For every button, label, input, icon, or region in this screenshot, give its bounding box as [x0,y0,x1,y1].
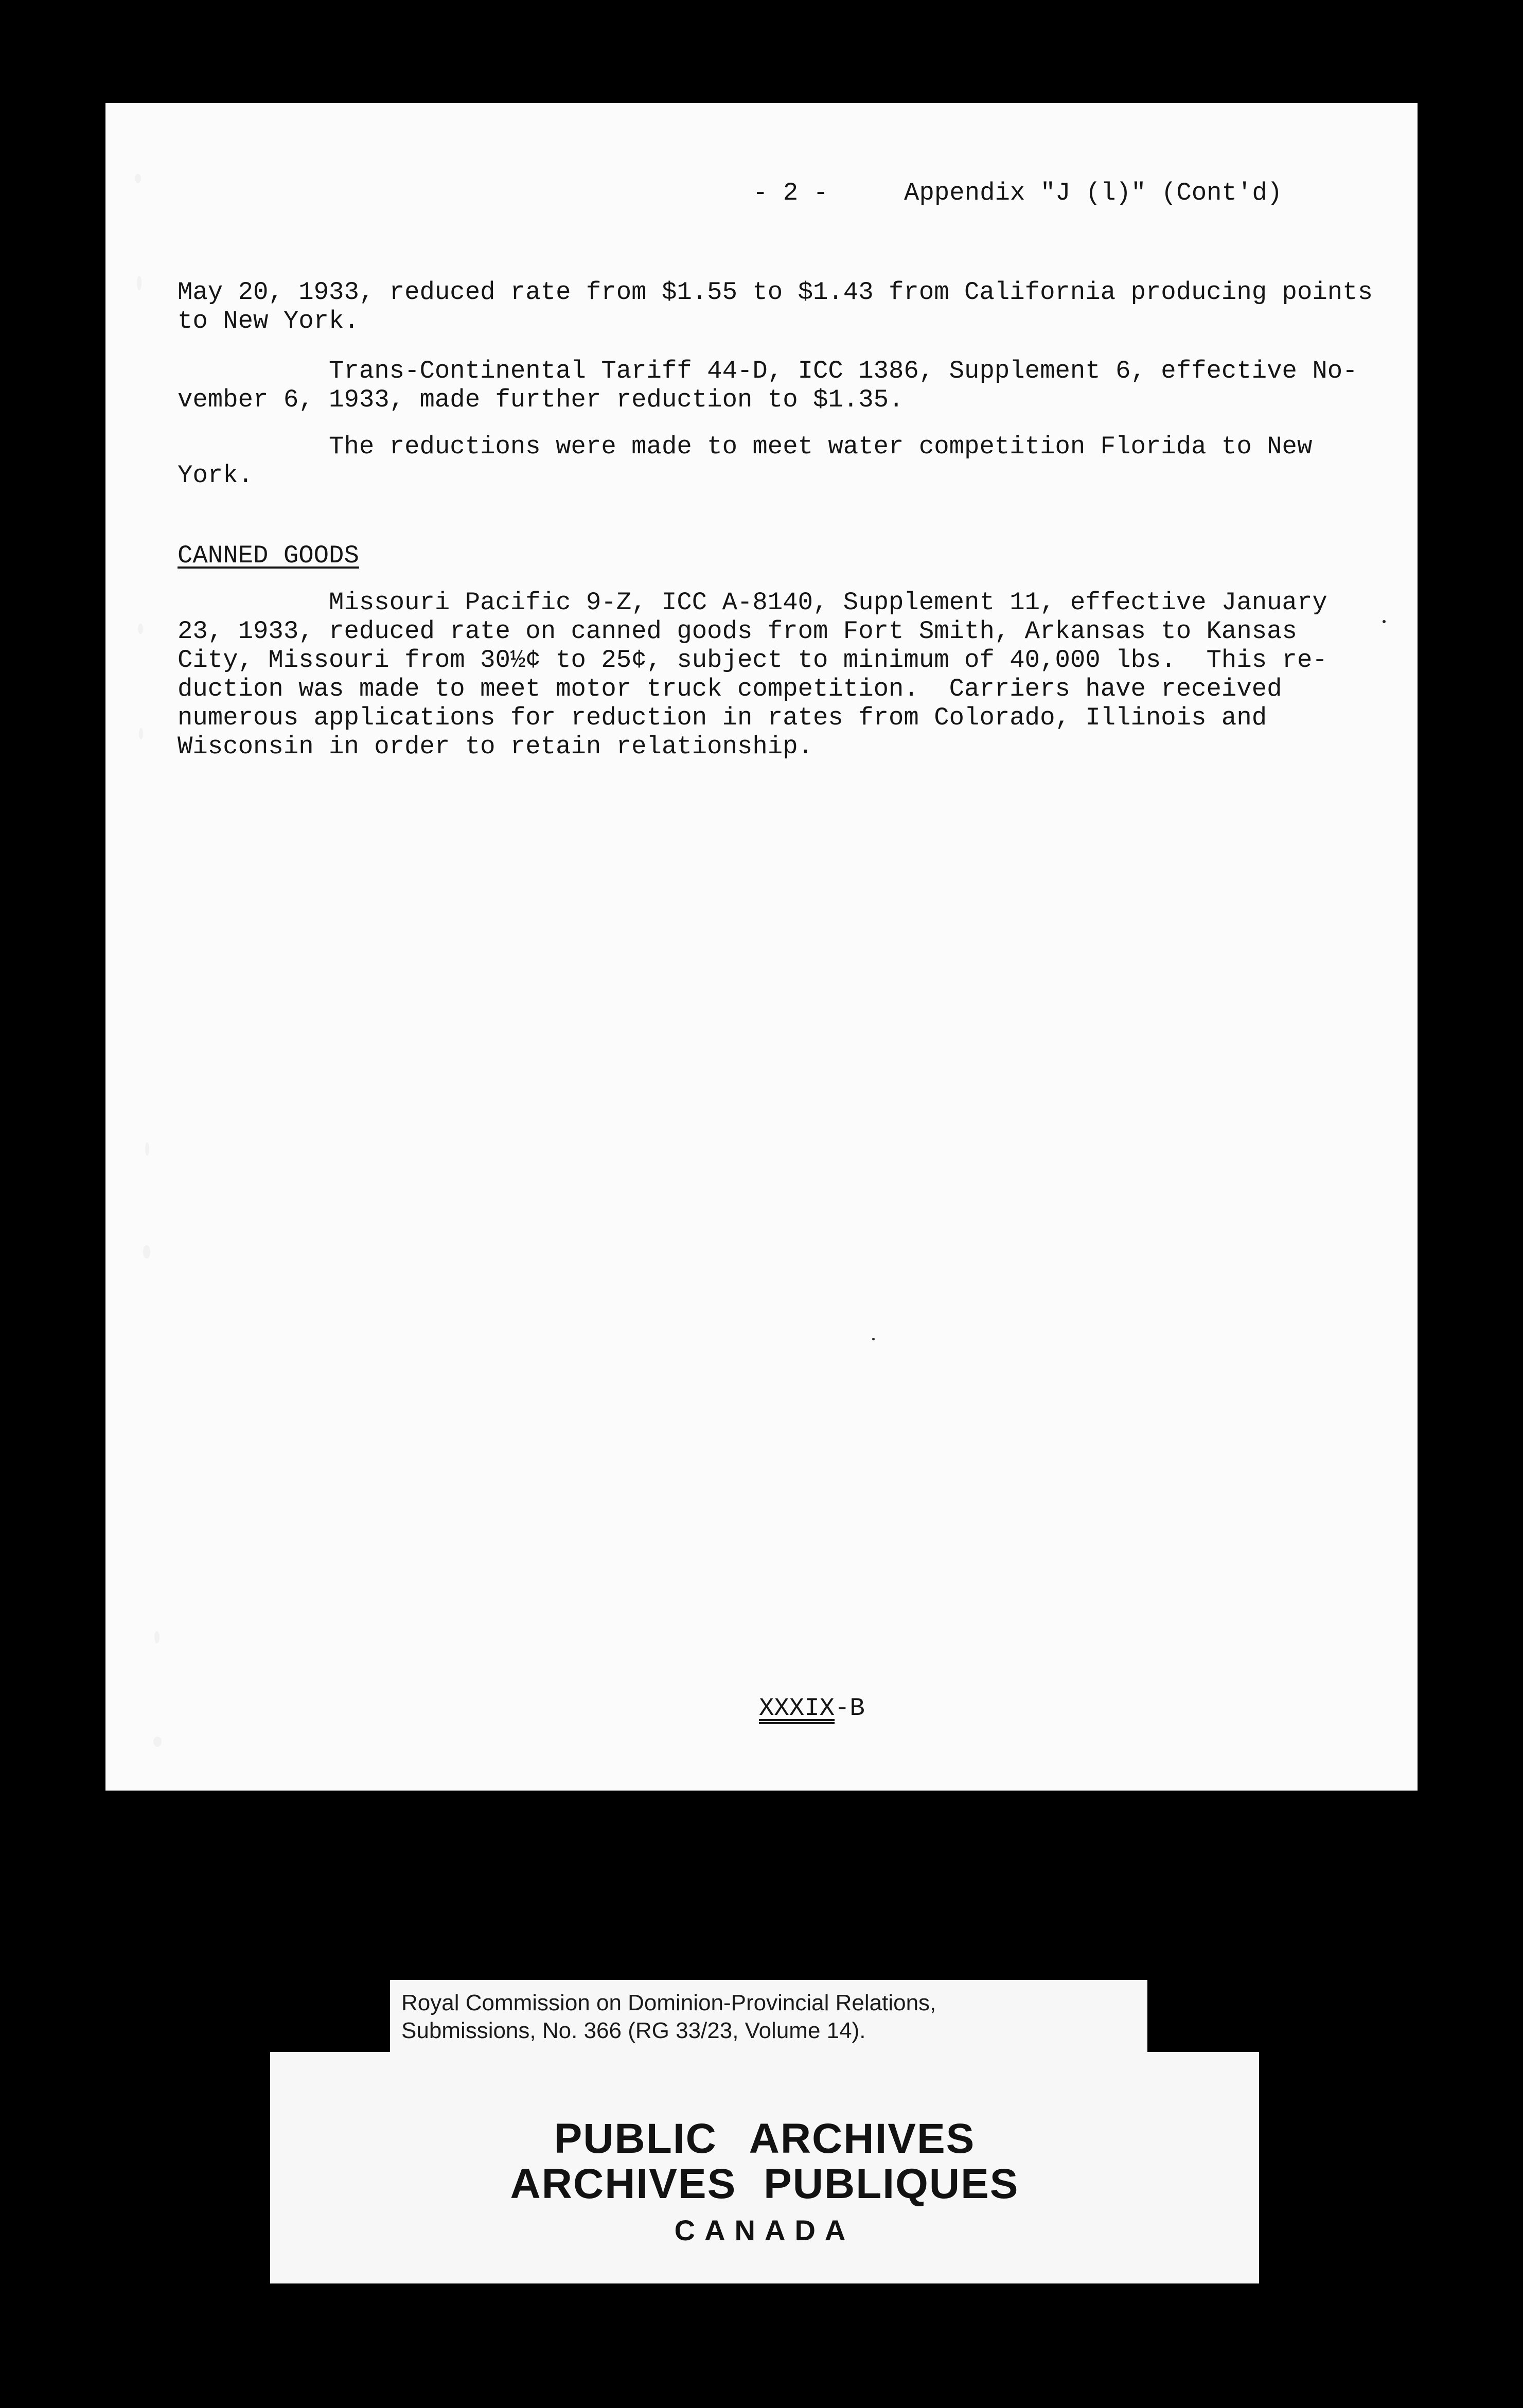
binder-hole-mark [137,276,141,290]
archive-label-line-2: Submissions, No. 366 (RG 33/23, Volume 14). [401,2018,866,2043]
binder-hole-mark [139,728,143,739]
binder-hole-mark [145,1142,149,1156]
paragraph-water-competition: The reductions were made to meet water competition Florida to New York. [178,432,1313,490]
paragraph-trans-continental-tariff: Trans-Continental Tariff 44-D, ICC 1386, Supplement 6, effective No- vember 6, 1933, made further reduction to $1.35. [178,357,1358,414]
stamp-line-public-archives: PUBLIC ARCHIVES [554,2115,976,2162]
archive-reference-label [390,1980,1147,2052]
document-page [105,103,1418,1791]
section-heading-canned-goods: CANNED GOODS [178,541,359,570]
stamp-line-archives-publiques: ARCHIVES PUBLIQUES [510,2161,1019,2207]
binder-hole-mark [154,1631,160,1643]
paper-speck [872,1338,875,1340]
paragraph-california-rate: May 20, 1933, reduced rate from $1.55 to $1.43 from California producing points to New York. [178,278,1373,335]
archive-label-line-1: Royal Commission on Dominion-Provincial Relations, [401,1990,936,2015]
footer-mark-numeral: XXXIX [759,1694,835,1723]
binder-hole-mark [135,174,141,183]
paragraph-canned-goods: Missouri Pacific 9-Z, ICC A-8140, Supplement 11, effective January 23, 1933, reduced rate on canned goods from Fort Smith, Arkansas to Kansas City, Missouri from 30½¢ to 25¢, subject to minimum of 40,000 lbs. This re- duction was made to meet motor truck competition. Carriers have received numerous applications for reduction in rates from Colorado, Illinois and Wisconsin in order to retain relationship. [178,588,1327,761]
paper-speck [1383,620,1386,623]
footer-mark-suffix: -B [835,1694,865,1723]
public-archives-stamp [270,2052,1259,2283]
binder-hole-mark [153,1737,162,1747]
stamp-line-canada: CANADA [674,2214,855,2246]
page-footer-mark [759,1694,865,1723]
binder-hole-mark [143,1245,150,1259]
binder-hole-mark [138,624,143,634]
page-header: - 2 - Appendix "J (l)" (Cont'd) [753,179,1283,207]
